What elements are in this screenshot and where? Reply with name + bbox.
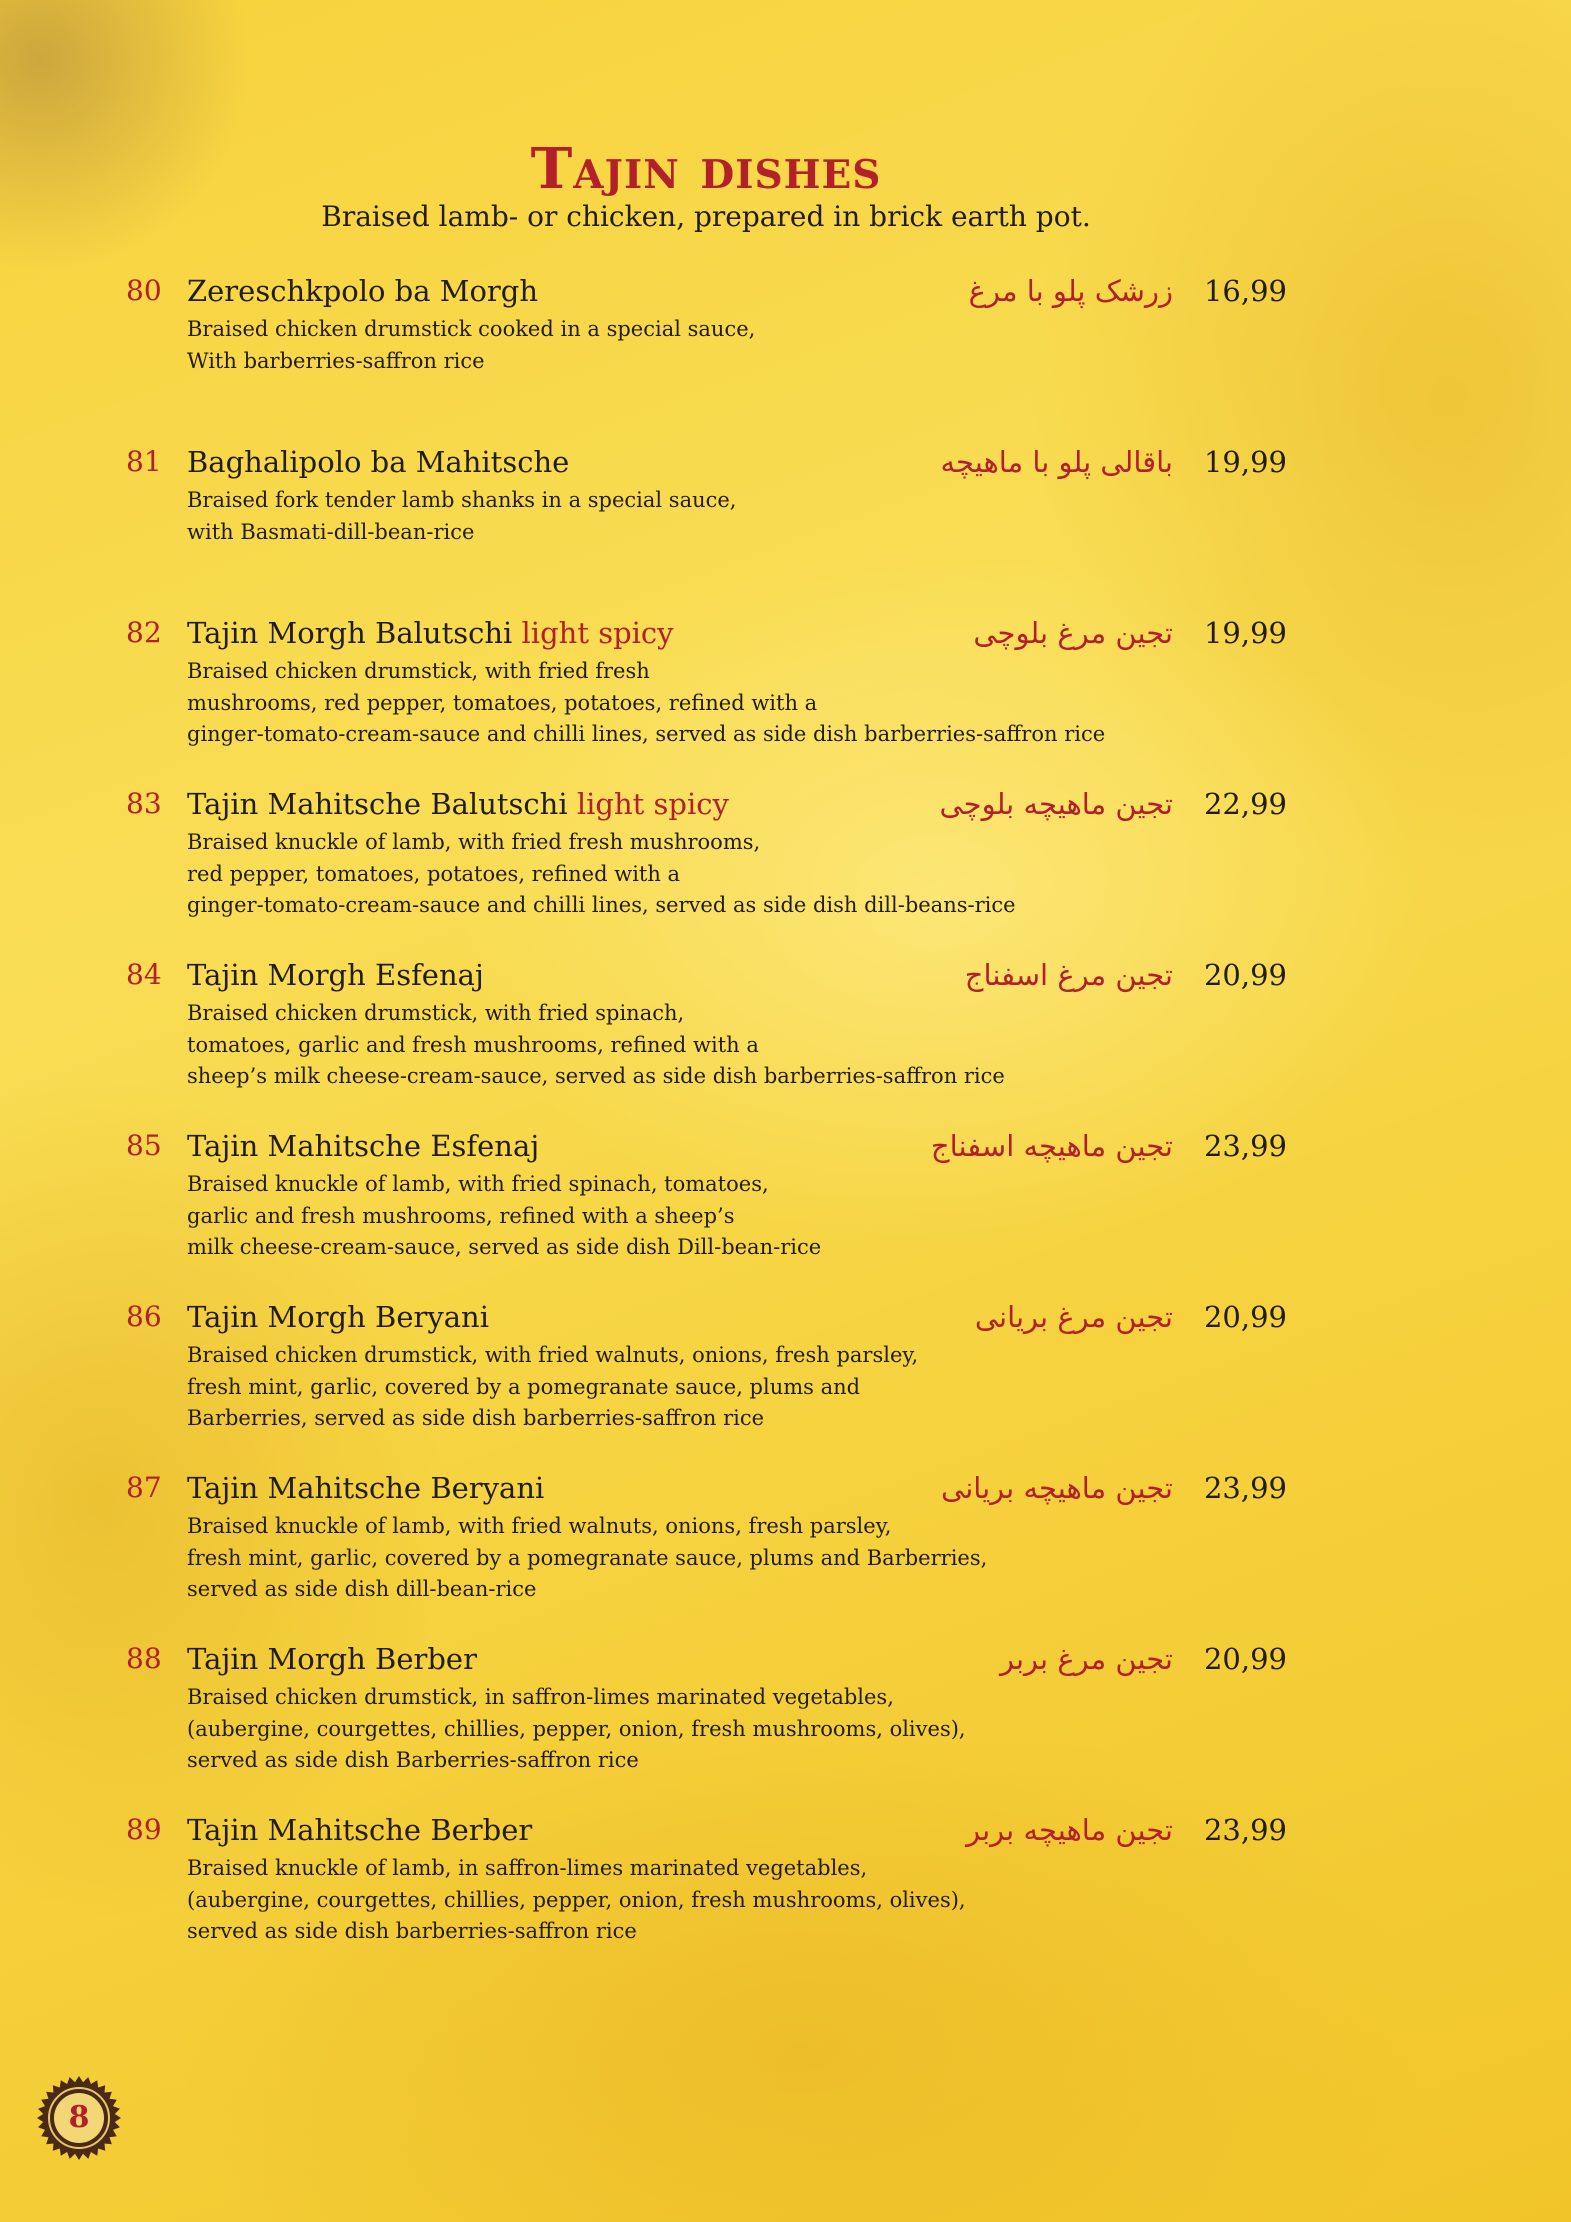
item-name: [187, 274, 538, 308]
item-price: 22,99: [1203, 787, 1287, 821]
menu-item: [0, 441, 1571, 612]
description-line: Braised chicken drumstick, with fried walnuts, onions, fresh parsley,: [187, 1343, 919, 1367]
item-number: 86: [126, 1300, 162, 1333]
item-number: 81: [126, 445, 162, 478]
item-name-text: Zereschkpolo ba Morgh: [187, 274, 539, 308]
description-line: fresh mint, garlic, covered by a pomegranate sauce, plums and Barberries,: [187, 1545, 988, 1570]
description-line: (aubergine, courgettes, chillies, pepper, onion, fresh mushrooms, olives),: [187, 1716, 966, 1741]
item-persian-name: تجین ماهیچه بریانی: [941, 1471, 1173, 1505]
item-description: [187, 656, 1105, 751]
item-name-text: Tajin Morgh Berber: [187, 1642, 477, 1676]
menu-item: [0, 783, 1571, 954]
menu-item: [0, 1296, 1571, 1467]
item-persian-name: باقالی پلو با ماهیچه: [940, 445, 1173, 479]
item-price: 23,99: [1203, 1129, 1287, 1163]
page-title: Tajin dishes: [530, 136, 882, 202]
item-price: 19,99: [1203, 445, 1287, 479]
item-number: 84: [126, 958, 162, 991]
item-number: 87: [126, 1471, 162, 1504]
item-name: [187, 1642, 477, 1676]
description-line: served as side dish barberries-saffron rice: [187, 1919, 637, 1943]
item-number: 85: [126, 1129, 162, 1162]
item-name: [187, 445, 569, 479]
item-name-text: Baghalipolo ba Mahitsche: [187, 445, 570, 479]
menu-item-list: [0, 270, 1571, 1980]
item-persian-name: تجین ماهیچه اسفناج: [930, 1129, 1173, 1163]
page-subtitle: Braised lamb- or chicken, prepared in brick earth pot.: [321, 200, 1091, 233]
item-persian-name: تجین ماهیچه بلوچی: [939, 787, 1173, 821]
item-name: [187, 1813, 532, 1847]
item-name-text: Tajin Morgh Esfenaj: [187, 958, 484, 992]
item-name: [187, 616, 674, 650]
description-line: garlic and fresh mushrooms, refined with a sheep’s: [187, 1203, 735, 1228]
description-line: served as side dish Barberries-saffron rice: [187, 1748, 639, 1772]
spicy-label: light spicy: [521, 616, 674, 650]
item-name-text: Tajin Mahitsche Balutschi: [187, 787, 568, 821]
menu-item: [0, 1467, 1571, 1638]
item-number: 88: [126, 1642, 162, 1675]
item-description: [187, 1340, 918, 1435]
description-line: Braised chicken drumstick, with fried spinach,: [187, 1001, 685, 1025]
item-name-text: Tajin Morgh Beryani: [187, 1300, 489, 1334]
description-line: fresh mint, garlic, covered by a pomegranate sauce, plums and: [187, 1374, 861, 1399]
description-line: ginger-tomato-cream-sauce and chilli lines, served as side dish dill-beans-rice: [187, 893, 1016, 917]
item-name: [187, 1300, 489, 1334]
item-description: [187, 485, 737, 548]
menu-item: [0, 612, 1571, 783]
item-name: [187, 1471, 544, 1505]
item-price: 19,99: [1203, 616, 1287, 650]
item-description: [187, 314, 755, 377]
description-line: served as side dish dill-bean-rice: [187, 1577, 537, 1601]
item-persian-name: تجین مرغ بربر: [999, 1642, 1173, 1676]
item-name: [187, 787, 729, 821]
menu-item: [0, 1638, 1571, 1809]
item-name: [187, 958, 484, 992]
item-price: 20,99: [1203, 1300, 1287, 1334]
item-description: [187, 1511, 987, 1606]
description-line: Braised knuckle of lamb, with fried fresh mushrooms,: [187, 830, 761, 854]
item-persian-name: زرشک پلو با مرغ: [968, 274, 1173, 308]
description-line: Braised chicken drumstick cooked in a special sauce,: [187, 317, 756, 341]
page-number: 8: [68, 2100, 90, 2135]
description-line: With barberries-saffron rice: [187, 348, 485, 373]
item-price: 20,99: [1203, 1642, 1287, 1676]
item-name-text: Tajin Morgh Balutschi: [187, 616, 513, 650]
item-persian-name: تجین مرغ اسفناج: [964, 958, 1173, 992]
item-price: 23,99: [1203, 1471, 1287, 1505]
item-price: 16,99: [1203, 274, 1287, 308]
description-line: ginger-tomato-cream-sauce and chilli lines, served as side dish barberries-saffron rice: [187, 722, 1106, 746]
item-persian-name: تجین ماهیچه بربر: [966, 1813, 1173, 1847]
item-number: 89: [126, 1813, 162, 1846]
description-line: red pepper, tomatoes, potatoes, refined with a: [187, 861, 681, 886]
page-number-badge: [36, 2075, 122, 2161]
item-price: 20,99: [1203, 958, 1287, 992]
spicy-label: light spicy: [576, 787, 729, 821]
item-number: 80: [126, 274, 162, 307]
item-description: [187, 827, 1016, 922]
menu-item: [0, 1125, 1571, 1296]
description-line: Braised chicken drumstick, in saffron-limes marinated vegetables,: [187, 1685, 894, 1709]
description-line: mushrooms, red pepper, tomatoes, potatoes, refined with a: [187, 690, 818, 715]
item-name-text: Tajin Mahitsche Esfenaj: [187, 1129, 540, 1163]
item-persian-name: تجین مرغ بلوچی: [973, 616, 1173, 650]
item-name: [187, 1129, 539, 1163]
item-description: [187, 1853, 966, 1948]
description-line: Braised fork tender lamb shanks in a special sauce,: [187, 488, 737, 512]
menu-item: [0, 1809, 1571, 1980]
item-description: [187, 1682, 966, 1777]
description-line: Braised knuckle of lamb, with fried spinach, tomatoes,: [187, 1172, 769, 1196]
menu-item: [0, 954, 1571, 1125]
item-persian-name: تجین مرغ بریانی: [974, 1300, 1173, 1334]
description-line: Braised knuckle of lamb, with fried walnuts, onions, fresh parsley,: [187, 1514, 892, 1538]
item-number: 83: [126, 787, 162, 820]
description-line: milk cheese-cream-sauce, served as side dish Dill-bean-rice: [187, 1235, 822, 1259]
item-name-text: Tajin Mahitsche Berber: [187, 1813, 533, 1847]
description-line: sheep’s milk cheese-cream-sauce, served as side dish barberries-saffron rice: [187, 1064, 1005, 1088]
description-line: Braised knuckle of lamb, in saffron-limes marinated vegetables,: [187, 1856, 868, 1880]
description-line: (aubergine, courgettes, chillies, pepper, onion, fresh mushrooms, olives),: [187, 1887, 966, 1912]
menu-item: [0, 270, 1571, 441]
item-name-text: Tajin Mahitsche Beryani: [187, 1471, 545, 1505]
item-number: 82: [126, 616, 162, 649]
description-line: Barberries, served as side dish barberries-saffron rice: [187, 1406, 765, 1430]
description-line: with Basmati-dill-bean-rice: [187, 519, 475, 544]
description-line: tomatoes, garlic and fresh mushrooms, refined with a: [187, 1032, 759, 1057]
item-description: [187, 1169, 821, 1264]
item-description: [187, 998, 1005, 1093]
description-line: Braised chicken drumstick, with fried fresh: [187, 659, 650, 683]
item-price: 23,99: [1203, 1813, 1287, 1847]
